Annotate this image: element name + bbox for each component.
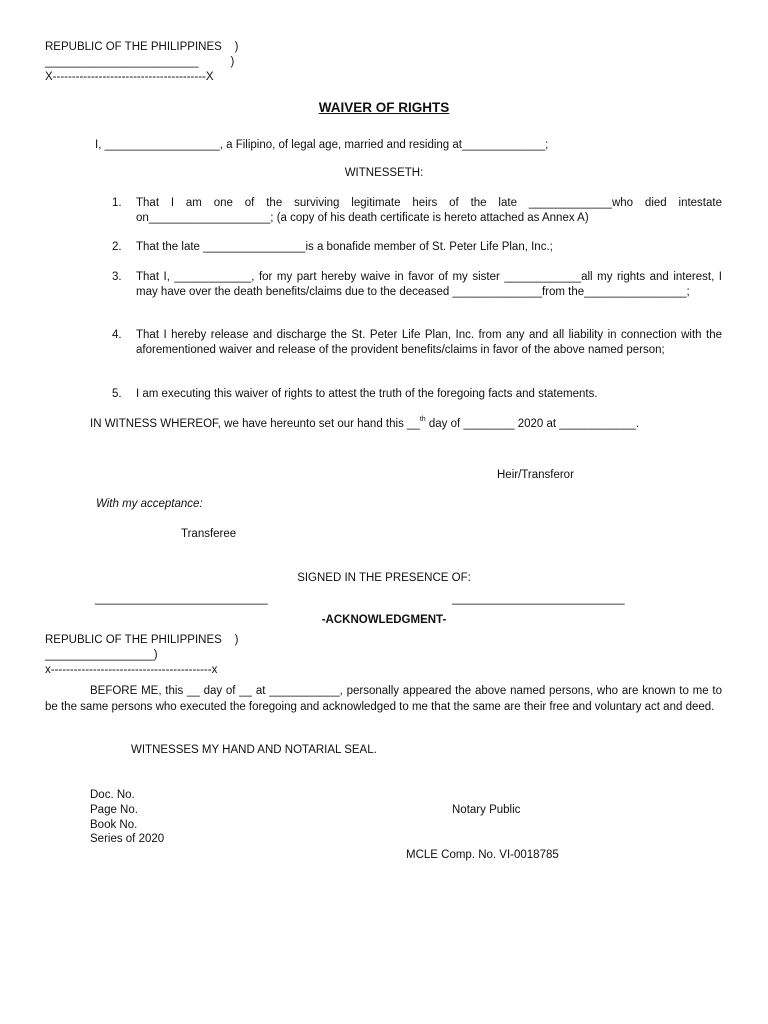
signed-presence-heading: SIGNED IN THE PRESENCE OF:: [297, 572, 471, 584]
notary-public-label: Notary Public: [452, 804, 521, 816]
witnesses-hand-text: WITNESSES MY HAND AND NOTARIAL SEAL.: [131, 744, 377, 756]
document-title: WAIVER OF RIGHTS: [318, 100, 450, 115]
transferee-label: Transferee: [181, 528, 237, 540]
item-number-1: 1.: [112, 197, 122, 209]
item-number-5: 5.: [112, 388, 122, 400]
caption-separator: X----------------------------------------X: [45, 71, 214, 83]
caption-blank-line: ________________________ ): [45, 56, 235, 68]
book-no-label: Book No.: [90, 819, 138, 831]
mcle-number: MCLE Comp. No. VI-0018785: [406, 849, 559, 861]
item-text-1: That I am one of the surviving legitimate heirs of the late _____________who died intestate on___________________; (a copy of his death certificate is hereto attached as Annex A): [136, 197, 722, 224]
caption2-republic: REPUBLIC OF THE PHILIPPINES ): [45, 634, 239, 646]
series-label: Series of 2020: [90, 833, 165, 845]
item-text-5: I am executing this waiver of rights to attest the truth of the foregoing facts and statements.: [136, 388, 598, 400]
item-number-2: 2.: [112, 241, 122, 253]
in-witness-text-b: day of ________ 2020 at ____________.: [425, 418, 640, 430]
item-number-3: 3.: [112, 271, 122, 283]
in-witness-superscript: th: [419, 416, 426, 423]
heir-transferor-label: Heir/Transferor: [497, 469, 574, 481]
intro-paragraph: I, __________________, a Filipino, of legal age, married and residing at_____________;: [95, 139, 549, 151]
acceptance-label: With my acceptance:: [96, 498, 203, 510]
item-text-4: That I hereby release and discharge the St. Peter Life Plan, Inc. from any and all liability in connection with the aforementioned waiver and release of the provident benefits/claims in favor of the above named person;: [136, 329, 722, 356]
before-me-paragraph: BEFORE ME, this __ day of __ at ___________, personally appeared the above named persons, who are known to me to be the same persons who executed the foregoing and acknowledged to me that the same are their free and voluntary act and deed.: [45, 685, 722, 713]
item-number-4: 4.: [112, 329, 122, 341]
witnesseth-heading: WITNESSETH:: [344, 167, 424, 179]
witness-signature-line-left: ___________________________: [95, 593, 268, 605]
in-witness-whereof: [90, 417, 639, 432]
caption2-separator: x------------------------------------------x: [45, 664, 218, 676]
page-no-label: Page No.: [90, 804, 138, 816]
in-witness-text-a: IN WITNESS WHEREOF, we have hereunto set our hand this __: [90, 418, 420, 430]
caption2-blank-line: _________________): [45, 649, 158, 661]
acknowledgment-heading: -ACKNOWLEDGMENT-: [321, 614, 447, 626]
item-text-3: That I, ____________, for my part hereby waive in favor of my sister ____________all my rights and interest, I may have over the death benefits/claims due to the deceased ______________from the________________;: [136, 271, 722, 298]
item-text-2: That the late ________________is a bonafide member of St. Peter Life Plan, Inc.;: [136, 241, 553, 253]
caption-republic: REPUBLIC OF THE PHILIPPINES ): [45, 41, 239, 53]
doc-no-label: Doc. No.: [90, 789, 135, 801]
witness-signature-line-right: ___________________________: [452, 593, 625, 605]
